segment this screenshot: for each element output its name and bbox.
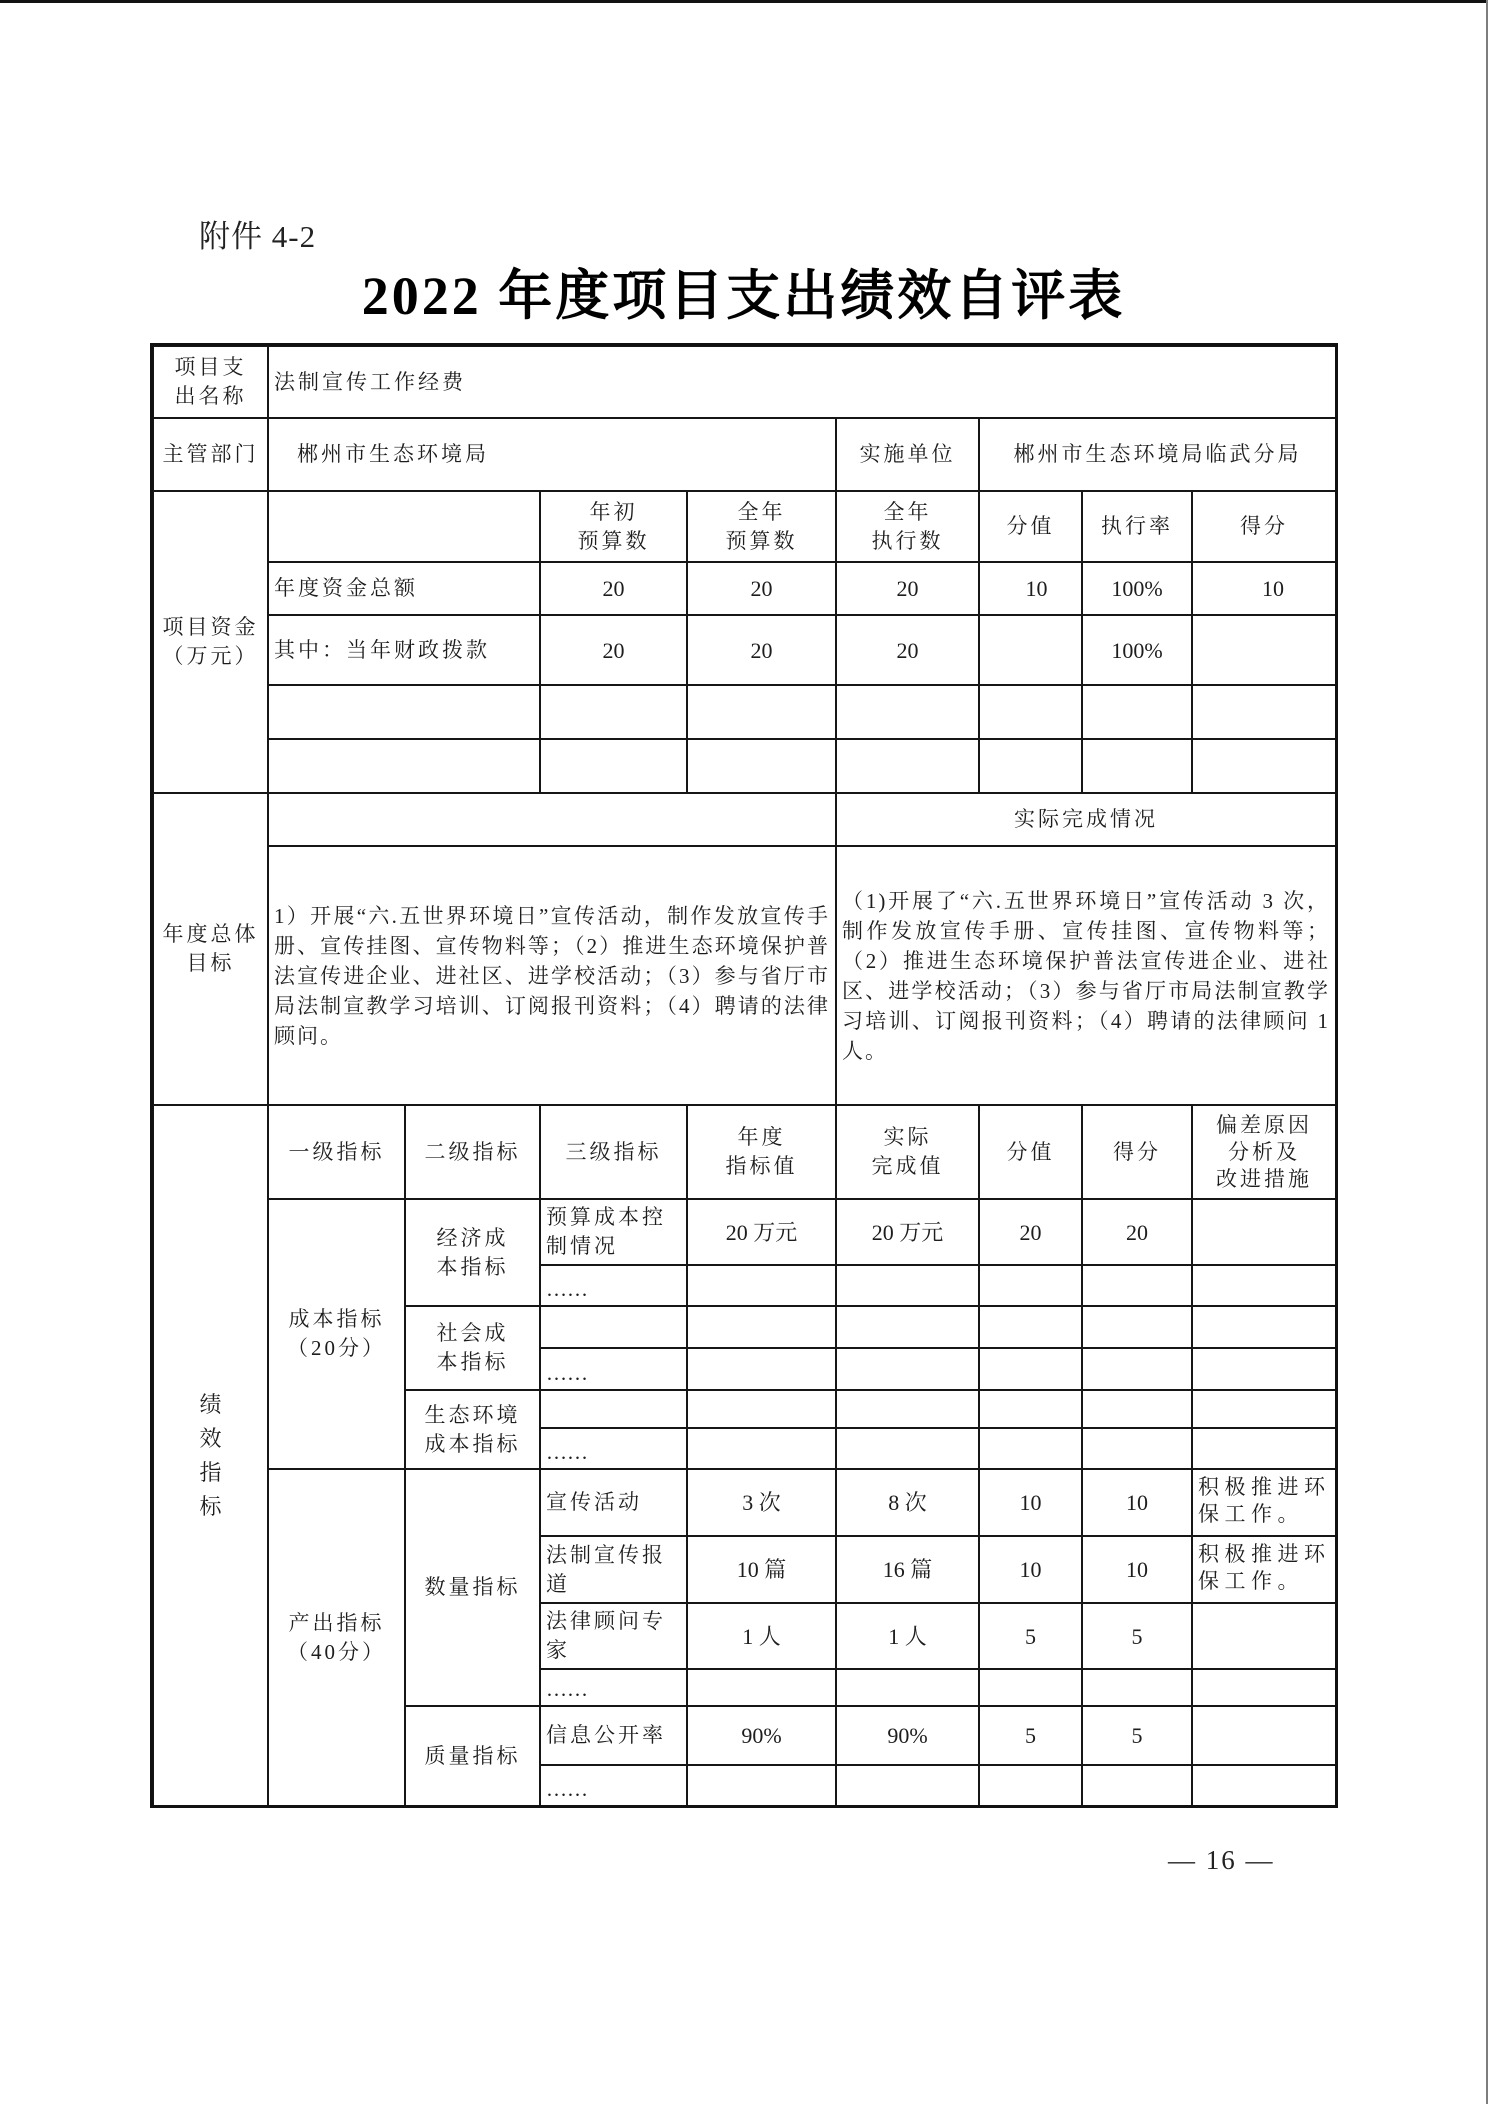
indicator-name: [539, 1468, 688, 1537]
economic-cost-label: [437, 1224, 509, 1282]
indicator-placeholder: [539, 1427, 688, 1470]
goals-label: [163, 920, 259, 978]
empty-cell: [978, 1389, 1083, 1429]
header-text: [726, 1123, 798, 1181]
cost-indicator-label: [287, 1305, 386, 1363]
funds-row-name-text: 年度资金总额: [274, 576, 418, 600]
header-level3: [539, 1104, 688, 1200]
indicator-name-text: 法制宣传报道: [546, 1542, 666, 1596]
header-line: 实际: [883, 1125, 932, 1149]
value: 20: [1019, 1219, 1042, 1245]
header-line: 预算数: [725, 528, 798, 553]
funds-score: [1191, 614, 1337, 686]
social-cost-label-cell: [404, 1305, 541, 1391]
empty-cell: [1081, 1389, 1193, 1429]
funds-header-annual-execution: [835, 490, 980, 563]
label-line: 社会成: [436, 1321, 509, 1345]
indicator-score: [1081, 1468, 1193, 1537]
indicator-deviation: [1191, 1468, 1337, 1537]
indicator-actual: [835, 1705, 980, 1766]
output-indicator-label: [287, 1609, 386, 1667]
empty-cell: [1191, 684, 1337, 740]
attachment-label: 附件 4-2: [199, 219, 317, 254]
funds-header-execution-rate: [1081, 490, 1193, 563]
empty-cell: [835, 1764, 980, 1807]
empty-cell: [978, 1347, 1083, 1391]
funds-header-annual-budget: [686, 490, 837, 563]
indicator-actual: [835, 1198, 980, 1266]
funds-annual-execution: [835, 614, 980, 686]
empty-cell: [1191, 1668, 1337, 1707]
quantity-indicator-label-cell: [404, 1468, 541, 1707]
header-text: [872, 1123, 944, 1181]
deviation-text: 积极推进环保工作。: [1198, 1475, 1331, 1526]
funds-score-value: [978, 614, 1083, 686]
label-line: （40分）: [287, 1639, 386, 1664]
funds-label: [163, 613, 259, 671]
placeholder-text: ……: [546, 1677, 588, 1701]
empty-cell: [686, 1668, 837, 1707]
impl-label-cell: [835, 417, 980, 492]
label-line: （万元）: [162, 644, 259, 668]
dept-value-cell: [267, 417, 837, 492]
page-number: — 16 —: [1168, 1845, 1275, 1875]
funds-execution-rate: [1081, 614, 1193, 686]
empty-cell: [978, 1764, 1083, 1807]
header-line: 执行数: [871, 528, 944, 553]
indicator-name: [539, 1705, 688, 1766]
empty-cell: [1191, 1264, 1337, 1307]
label-line: 项目支: [174, 355, 247, 379]
header-score: [1081, 1104, 1193, 1200]
value: 20: [602, 637, 625, 663]
empty-cell: [686, 684, 837, 740]
social-cost-label: [437, 1319, 509, 1377]
empty-cell: [1081, 1347, 1193, 1391]
header-line: 年度: [737, 1125, 786, 1149]
empty-cell: [835, 1389, 980, 1429]
empty-cell: [686, 1427, 837, 1470]
empty-cell: [686, 1305, 837, 1349]
page-title: 2022 年度项目支出绩效自评表: [361, 266, 1126, 326]
label-line: 成本指标: [424, 1431, 521, 1456]
funds-header-initial-budget: [539, 490, 688, 563]
value: 10 篇: [736, 1557, 787, 1582]
cost-indicator-label-cell: [267, 1198, 406, 1470]
value: 16 篇: [882, 1557, 933, 1582]
funds-header-score: [1191, 490, 1337, 563]
goals-actual-cell: [835, 845, 1337, 1106]
indicator-name-text: 宣传活动: [546, 1490, 642, 1514]
header-deviation: [1191, 1104, 1337, 1200]
value: 100%: [1111, 637, 1163, 663]
value: 5: [1025, 1623, 1036, 1649]
empty-cell: [835, 1264, 980, 1307]
empty-cell: [686, 1347, 837, 1391]
empty-cell: [1191, 1427, 1337, 1470]
header-actual: [835, 1104, 980, 1200]
empty-cell: [978, 1427, 1083, 1470]
indicator-score-value: [978, 1468, 1083, 1537]
goals-actual-text: （1)开展了“六.五世界环境日”宣传活动 3 次，制作发放宣传手册、宣传挂图、宣传物料等；（2）推进生态环境保护普法宣传进企业、进社区、进学校活动；（3）参与省厅市局法制宣教学习培训、订阅报刊资料；（4）聘请的法律顾问 1 人。: [842, 888, 1330, 1063]
indicator-score: [1081, 1705, 1193, 1766]
header-line: 偏差原因: [1216, 1112, 1312, 1137]
indicator-score-value: [978, 1705, 1083, 1766]
header-level2: [404, 1104, 541, 1200]
goals-planned-cell: [267, 845, 837, 1106]
goals-label-cell: [152, 792, 269, 1106]
quantity-indicator-label: 数量指标: [424, 1575, 521, 1599]
header-text: 分值: [1006, 1139, 1055, 1164]
empty-cell: [1081, 738, 1193, 794]
page-top-border: [0, 0, 1488, 3]
value: 1 人: [888, 1623, 927, 1649]
funds-annual-execution: [835, 561, 980, 616]
value: 20: [750, 637, 773, 663]
header-line: 全年: [883, 499, 932, 524]
indicator-deviation: [1191, 1602, 1337, 1670]
indicator-deviation: [1191, 1198, 1337, 1266]
label-line: 经济成: [436, 1225, 509, 1250]
empty-cell: [835, 738, 980, 794]
indicator-deviation: [1191, 1535, 1337, 1604]
empty-cell: [1081, 1764, 1193, 1807]
label-line: 生态环境: [424, 1402, 521, 1427]
header-level1: [267, 1104, 406, 1200]
project-name-value-cell: [267, 345, 1337, 419]
header-target: [686, 1104, 837, 1200]
funds-row-name: [267, 614, 541, 686]
header-line: 指标值: [725, 1154, 798, 1178]
funds-header-blank: [267, 490, 541, 563]
value: 10: [1126, 1490, 1148, 1515]
label-line: 目标: [186, 951, 235, 975]
placeholder-text: ……: [546, 1361, 588, 1385]
funds-label-cell: [152, 490, 269, 794]
funds-score: [1191, 561, 1337, 616]
indicator-actual: [835, 1535, 980, 1604]
empty-cell: [1081, 1305, 1193, 1349]
value: 10: [1126, 1557, 1148, 1582]
value: 10: [1019, 1490, 1042, 1515]
indicator-target: [686, 1198, 837, 1266]
indicator-placeholder: [539, 1764, 688, 1807]
indicator-name-text: 法律顾问专家: [546, 1609, 666, 1662]
indicator-target: [686, 1705, 837, 1766]
header-score-value: [978, 1104, 1083, 1200]
value: 5: [1131, 1723, 1143, 1748]
indicator-placeholder: [539, 1264, 688, 1307]
indicator-score-value: [978, 1198, 1083, 1266]
header-text: 二级指标: [424, 1139, 521, 1164]
header-line: 预算数: [577, 528, 650, 553]
empty-cell: [1191, 1764, 1337, 1807]
output-indicator-label-cell: [267, 1468, 406, 1807]
empty-cell: [1081, 1668, 1193, 1707]
value: 5: [1131, 1623, 1143, 1649]
label-line: 成本指标: [288, 1307, 385, 1331]
funds-row-name: [267, 561, 541, 616]
empty-cell: [1191, 1389, 1337, 1429]
indicator-actual: [835, 1602, 980, 1670]
indicator-score: [1081, 1198, 1193, 1266]
empty-cell: [539, 1389, 688, 1429]
goals-actual-header: [835, 792, 1337, 847]
value: 90%: [741, 1723, 782, 1748]
header-text: 得分: [1113, 1139, 1161, 1164]
header-text: 三级指标: [565, 1139, 662, 1164]
indicator-name: [539, 1602, 688, 1670]
indicator-target: [686, 1535, 837, 1604]
empty-cell: [1191, 1305, 1337, 1349]
indicator-target: [686, 1468, 837, 1537]
value: 20: [1126, 1219, 1148, 1245]
funds-score-value: [978, 561, 1083, 616]
goals-planned-header-blank: [267, 792, 837, 847]
indicator-name: [539, 1535, 688, 1604]
label-line: 项目资金: [162, 615, 259, 639]
label-line: 产出指标: [288, 1610, 385, 1635]
empty-cell: [835, 1305, 980, 1349]
value: 20: [750, 576, 773, 601]
label-line: 出名称: [174, 384, 247, 408]
label-line: 本指标: [436, 1350, 509, 1374]
funds-initial-budget: [539, 614, 688, 686]
indicators-label-cell: [152, 1104, 269, 1807]
project-name-label-cell: [152, 345, 269, 419]
header-line: 改进措施: [1216, 1166, 1312, 1191]
dept-label: 主管部门: [162, 442, 259, 466]
funds-annual-budget: [686, 561, 837, 616]
placeholder-text: ……: [546, 1777, 588, 1801]
label-line: 年度总体: [162, 922, 259, 946]
empty-cell: [978, 738, 1083, 794]
indicator-placeholder: [539, 1347, 688, 1391]
funds-header-score-value: [978, 490, 1083, 563]
indicators-label: 绩效指标: [199, 1391, 222, 1519]
empty-cell: [1081, 1427, 1193, 1470]
value: 10: [1025, 576, 1048, 601]
indicator-score: [1081, 1602, 1193, 1670]
value: 10: [1019, 1557, 1042, 1582]
value: 8 次: [888, 1490, 927, 1515]
economic-cost-label-cell: [404, 1198, 541, 1307]
quality-indicator-label-cell: [404, 1705, 541, 1807]
empty-cell: [978, 1305, 1083, 1349]
empty-cell: [539, 738, 688, 794]
value: 20: [602, 576, 625, 601]
header-line: 完成值: [871, 1154, 944, 1178]
indicator-placeholder: [539, 1668, 688, 1707]
funds-annual-budget: [686, 614, 837, 686]
project-name-label: [175, 353, 247, 411]
dept-label-cell: [152, 417, 269, 492]
value: 20 万元: [725, 1219, 798, 1245]
empty-cell: [978, 684, 1083, 740]
label-line: 本指标: [436, 1254, 509, 1279]
empty-cell: [1081, 1264, 1193, 1307]
ecological-cost-label: [425, 1401, 521, 1459]
value: 20 万元: [871, 1219, 944, 1245]
header-line: 年初: [589, 499, 638, 524]
empty-cell: [1191, 738, 1337, 794]
header-line: 全年: [737, 499, 786, 524]
funds-initial-budget: [539, 561, 688, 616]
indicator-name: [539, 1198, 688, 1266]
indicator-deviation: [1191, 1705, 1337, 1766]
goals-actual-header-text: 实际完成情况: [1014, 807, 1158, 831]
ecological-cost-label-cell: [404, 1389, 541, 1470]
label-line: （20分）: [287, 1336, 386, 1360]
empty-cell: [686, 1764, 837, 1807]
indicator-name-text: 信息公开率: [546, 1723, 666, 1747]
value: 90%: [887, 1723, 928, 1748]
header-text: [872, 498, 944, 556]
value: 10: [1262, 576, 1284, 601]
empty-cell: [267, 684, 541, 740]
quality-indicator-label: 质量指标: [424, 1743, 521, 1768]
header-text: 分值: [1006, 514, 1055, 538]
placeholder-text: ……: [546, 1277, 588, 1301]
deviation-text: 积极推进环保工作。: [1198, 1542, 1331, 1593]
empty-cell: [978, 1264, 1083, 1307]
empty-cell: [686, 1389, 837, 1429]
indicator-target: [686, 1602, 837, 1670]
indicator-score-value: [978, 1602, 1083, 1670]
indicator-name-text: 预算成本控制情况: [546, 1205, 666, 1258]
header-text: [726, 498, 798, 556]
placeholder-text: ……: [546, 1440, 588, 1464]
empty-cell: [686, 1264, 837, 1307]
header-text: 一级指标: [288, 1139, 385, 1164]
empty-cell: [1191, 1347, 1337, 1391]
empty-cell: [835, 684, 980, 740]
empty-cell: [835, 1668, 980, 1707]
value: 5: [1025, 1723, 1036, 1748]
value: 20: [896, 637, 919, 663]
header-text: 得分: [1240, 514, 1288, 538]
empty-cell: [835, 1347, 980, 1391]
empty-cell: [686, 738, 837, 794]
value: 20: [896, 576, 919, 601]
indicator-score-value: [978, 1535, 1083, 1604]
value: 3 次: [742, 1490, 781, 1515]
empty-cell: [267, 738, 541, 794]
impl-value: 郴州市生态环境局临武分局: [1013, 442, 1302, 466]
header-text: [578, 498, 650, 556]
empty-cell: [978, 1668, 1083, 1707]
value: 100%: [1111, 576, 1163, 601]
empty-cell: [539, 684, 688, 740]
empty-cell: [1081, 684, 1193, 740]
header-text: 执行率: [1101, 514, 1173, 538]
impl-label: 实施单位: [859, 442, 956, 466]
project-name-value: 法制宣传工作经费: [274, 369, 466, 394]
funds-row-name-text: 其中：当年财政拨款: [274, 637, 490, 662]
dept-value: 郴州市生态环境局: [297, 442, 489, 466]
header-text: [1216, 1112, 1312, 1193]
empty-cell: [539, 1305, 688, 1349]
impl-value-cell: [978, 417, 1337, 492]
header-line: 分析及: [1228, 1139, 1300, 1164]
funds-execution-rate: [1081, 561, 1193, 616]
indicator-score: [1081, 1535, 1193, 1604]
value: 1 人: [742, 1623, 781, 1649]
indicator-actual: [835, 1468, 980, 1537]
goals-planned-text: 1）开展“六.五世界环境日”宣传活动，制作发放宣传手册、宣传挂图、宣传物料等；（2）推进生态环境保护普法宣传进企业、进社区、进学校活动；（3）参与省厅市局法制宣教学习培训、订阅报刊资料；（4）聘请的法律顾问。: [274, 903, 830, 1048]
empty-cell: [835, 1427, 980, 1470]
